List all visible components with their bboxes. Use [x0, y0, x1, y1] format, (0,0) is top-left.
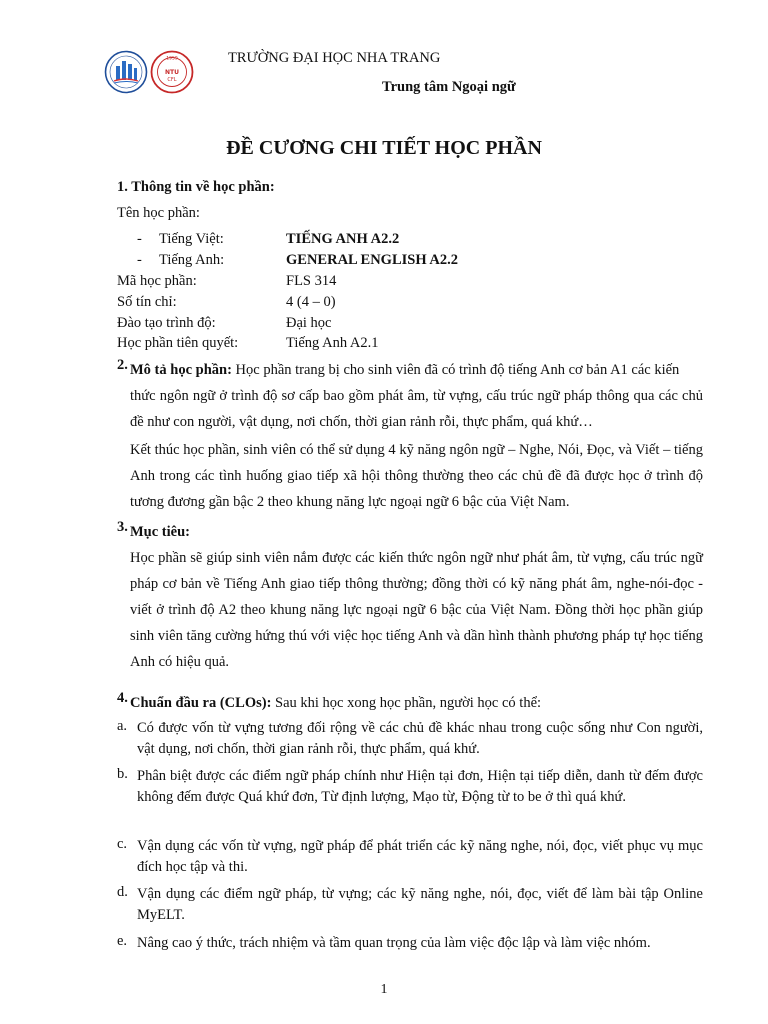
info-value: Tiếng Anh A2.1: [286, 335, 379, 351]
info-row-vietnamese: [117, 231, 707, 251]
section-2-paragraph-2: Kết thúc học phần, sinh viên có thể sử dụng 4 kỹ năng ngôn ngữ – Nghe, Nói, Đọc, và Viết – tiếng Anh trong các tình huống giao tiếp xã hội thông thường theo các chủ đề đã được học ở trình độ tương đương gần bậc 2 theo khung năng lực ngoại ngữ 6 bậc của Việt Nam.: [130, 442, 703, 510]
clo-marker: d.: [117, 884, 128, 900]
info-value: TIẾNG ANH A2.2: [286, 231, 400, 247]
section-4-number: 4.: [117, 690, 128, 706]
section-3-heading: Mục tiêu:: [130, 524, 190, 540]
course-name-label: Tên học phần:: [117, 205, 200, 221]
info-row-english: [117, 252, 707, 272]
section-2-text-start: Học phần trang bị cho sinh viên đã có trình độ tiếng Anh cơ bản A1 các kiến: [235, 362, 680, 378]
section-2-heading: Mô tả học phần:: [130, 362, 232, 378]
clo-marker: c.: [117, 836, 128, 852]
clo-item: Phân biệt được các điểm ngữ pháp chính như Hiện tại đơn, Hiện tại tiếp diễn, danh từ đếm được không đếm được Quá khứ đơn, Từ định lượng, Mạo từ, Động từ to be ở thì quá khứ.: [137, 768, 703, 805]
info-label: Tiếng Việt:: [159, 231, 224, 247]
info-row-code: [117, 273, 707, 293]
clo-item: Nâng cao ý thức, trách nhiệm và tầm quan trọng của làm việc độc lập và làm việc nhóm.: [137, 935, 651, 951]
page-number: 1: [380, 982, 388, 997]
section-3-number: 3.: [117, 519, 128, 535]
section-2-number: 2.: [117, 357, 128, 373]
info-row-level: [117, 315, 707, 335]
info-label: Số tín chỉ:: [117, 294, 177, 310]
section-4-first-line: [130, 690, 703, 716]
section-2-paragraph-1: thức ngôn ngữ ở trình độ sơ cấp bao gồm phát âm, từ vựng, cấu trúc ngữ pháp thông qua các chủ đề như con người, vật dụng, nơi chốn, thời gian rảnh rỗi, thực phẩm, quá khứ…: [130, 388, 703, 430]
clo-marker: b.: [117, 766, 128, 782]
document-title: ĐỀ CƯƠNG CHI TIẾT HỌC PHẦN: [226, 137, 542, 159]
language-center-logo: [150, 50, 194, 94]
clo-item: Vận dụng các vốn từ vựng, ngữ pháp để phát triển các kỹ năng nghe, nói, đọc, viết phục vụ mục đích học tập và thi.: [137, 838, 703, 875]
section-3-paragraph: Học phần sẽ giúp sinh viên nắm được các kiến thức ngôn ngữ như phát âm, từ vựng, cấu trúc ngữ pháp cơ bản về Tiếng Anh giao tiếp thông thường; đồng thời có kỹ năng phát âm, nghe-nói-đọc -viết ở trình độ A2 theo khung năng lực ngoại ngữ 6 bậc của Việt Nam. Đồng thời học phần giúp sinh viên tăng cường hứng thú với việc học tiếng Anh và dần hình thành phương pháp tự học tiếng Anh có hiệu quả.: [130, 550, 703, 670]
bullet-dash: -: [137, 231, 142, 247]
university-name: TRƯỜNG ĐẠI HỌC NHA TRANG: [228, 50, 441, 66]
info-value: 4 (4 – 0): [286, 294, 336, 310]
logo-text-cfl: CFL: [167, 77, 177, 83]
clo-item: Vận dụng các điểm ngữ pháp, từ vựng; các kỹ năng nghe, nói, đọc, viết để làm bài tập Online MyELT.: [137, 886, 703, 923]
section-1-heading: 1. Thông tin về học phần:: [117, 179, 275, 195]
info-label: Đào tạo trình độ:: [117, 315, 216, 331]
logo-text-ntu: NTU: [165, 69, 179, 76]
section-4-intro: Sau khi học xong học phần, người học có thể:: [275, 695, 542, 711]
clo-marker: e.: [117, 933, 128, 949]
university-logo: [104, 50, 148, 94]
clo-item: Có được vốn từ vựng tương đối rộng về các chủ đề khác nhau trong cuộc sống như Con người, vật dụng, nơi chốn, thời gian rảnh rỗi, thực phẩm, quá khứ.: [137, 720, 703, 757]
center-name: Trung tâm Ngoại ngữ: [382, 79, 516, 95]
info-label: Học phần tiên quyết:: [117, 335, 239, 351]
info-row-prerequisite: [117, 335, 707, 355]
logo-text-year: 1959: [166, 56, 178, 62]
info-value: GENERAL ENGLISH A2.2: [286, 252, 459, 268]
info-label: Tiếng Anh:: [159, 252, 225, 268]
clo-marker: a.: [117, 718, 128, 734]
bullet-dash: -: [137, 252, 142, 268]
section-2-first-line: [130, 357, 703, 383]
section-4-heading: Chuẩn đầu ra (CLOs):: [130, 695, 272, 711]
info-label: Mã học phần:: [117, 273, 197, 289]
info-value: Đại học: [286, 315, 332, 331]
info-value: FLS 314: [286, 273, 337, 289]
info-row-credits: [117, 294, 707, 314]
